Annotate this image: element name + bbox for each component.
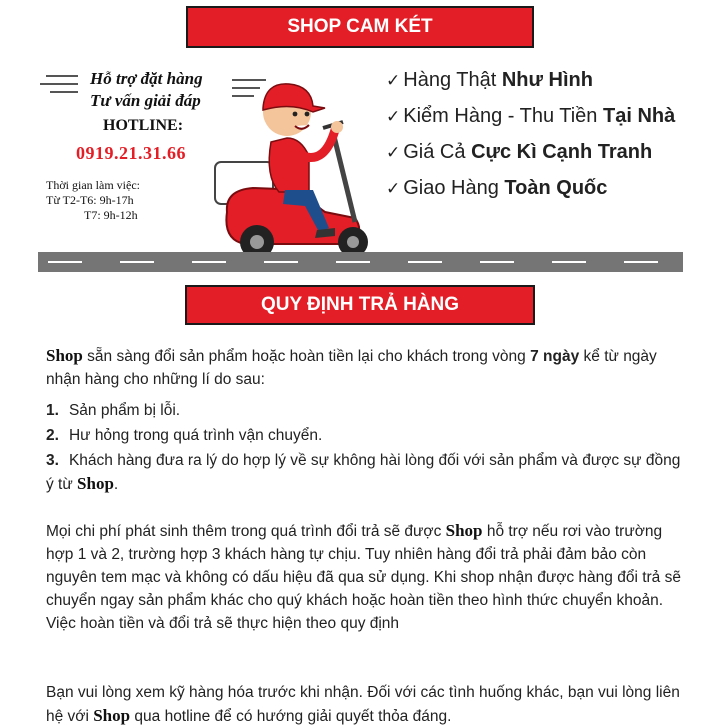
road-dash bbox=[336, 261, 370, 263]
list-item: 3. Khách hàng đưa ra lý do hợp lý về sự không hài lòng đối với sản phẩm và được sự đồng ý từ Shop. bbox=[46, 452, 681, 493]
hours-title: Thời gian làm việc: bbox=[46, 178, 140, 192]
list-item: 1. Sản phẩm bị lỗi. bbox=[46, 402, 181, 419]
policy-intro: Shop sẵn sàng đổi sản phẩm hoặc hoàn tiền lại cho khách trong vòng 7 ngày kể từ ngày nhận hàng cho những lí do sau: bbox=[46, 346, 657, 388]
shop-name: Shop bbox=[93, 706, 131, 725]
policy-contact: Bạn vui lòng xem kỹ hàng hóa trước khi nhận. Đối với các tình huống khác, bạn vui lòng liên hệ với Shop qua hotline để có hướng giải quyết thỏa đáng. bbox=[46, 684, 680, 725]
shop-name: Shop bbox=[77, 474, 114, 493]
commitment-item: ✓ Giao Hàng Toàn Quốc bbox=[386, 177, 608, 199]
road-dash bbox=[264, 261, 298, 263]
shop-name: Shop bbox=[46, 346, 83, 365]
commitment-item: ✓ Hàng Thật Như Hình bbox=[386, 69, 593, 91]
delivery-scooter-icon bbox=[205, 72, 375, 262]
road-dash bbox=[480, 261, 514, 263]
working-hours bbox=[46, 178, 140, 223]
policy-content bbox=[46, 344, 686, 728]
days-highlight: 7 ngày bbox=[530, 348, 580, 365]
check-icon: ✓ bbox=[386, 71, 401, 90]
road-dash bbox=[120, 261, 154, 263]
reason-list bbox=[46, 399, 686, 496]
speed-line bbox=[46, 75, 78, 77]
check-icon: ✓ bbox=[386, 143, 401, 162]
road-dash bbox=[48, 261, 82, 263]
commitment-item: ✓ Kiểm Hàng - Thu Tiền Tại Nhà bbox=[386, 105, 676, 127]
commitment-list bbox=[386, 62, 675, 206]
support-line: Tư vấn giải đáp bbox=[90, 91, 201, 110]
road-dash bbox=[408, 261, 442, 263]
check-icon: ✓ bbox=[386, 179, 401, 198]
hotline-number[interactable]: 0919.21.31.66 bbox=[76, 143, 186, 163]
support-text bbox=[90, 68, 203, 112]
policy-costs: Mọi chi phí phát sinh thêm trong quá trình đổi trả sẽ được Shop hỗ trợ nếu rơi vào trường hợp 1 và 2, trường hợp 3 khách hàng tự chịu. Tuy nhiên hàng đổi trả phải đảm bảo còn nguyên tem mạc và không có dấu hiệu đã qua sử dụng. Khi shop nhận được hàng đổi trả sẽ chuyển ngay sản phẩm khác cho quý khách hoặc hoàn tiền theo hình thức chuyển khoản. Việc hoàn tiền và đổi trả sẽ thực hiện theo quy định bbox=[46, 521, 681, 632]
road bbox=[38, 252, 683, 272]
road-dash bbox=[552, 261, 586, 263]
check-icon: ✓ bbox=[386, 107, 401, 126]
road-dash bbox=[192, 261, 226, 263]
speed-line bbox=[40, 83, 78, 85]
hours-saturday: T7: 9h-12h bbox=[84, 208, 138, 222]
road-dash bbox=[624, 261, 658, 263]
speed-line bbox=[50, 91, 78, 93]
support-line: Hỗ trợ đặt hàng bbox=[90, 69, 203, 88]
commitment-item: ✓ Giá Cả Cực Kì Cạnh Tranh bbox=[386, 141, 653, 163]
commitment-banner: SHOP CAM KÉT bbox=[186, 6, 534, 48]
hours-weekday: Từ T2-T6: 9h-17h bbox=[46, 193, 134, 207]
list-item: 2. Hư hỏng trong quá trình vận chuyển. bbox=[46, 427, 323, 444]
return-policy-banner: QUY ĐỊNH TRẢ HÀNG bbox=[185, 285, 535, 325]
hotline-label: HOTLINE: bbox=[103, 117, 184, 134]
shop-name: Shop bbox=[445, 521, 483, 540]
